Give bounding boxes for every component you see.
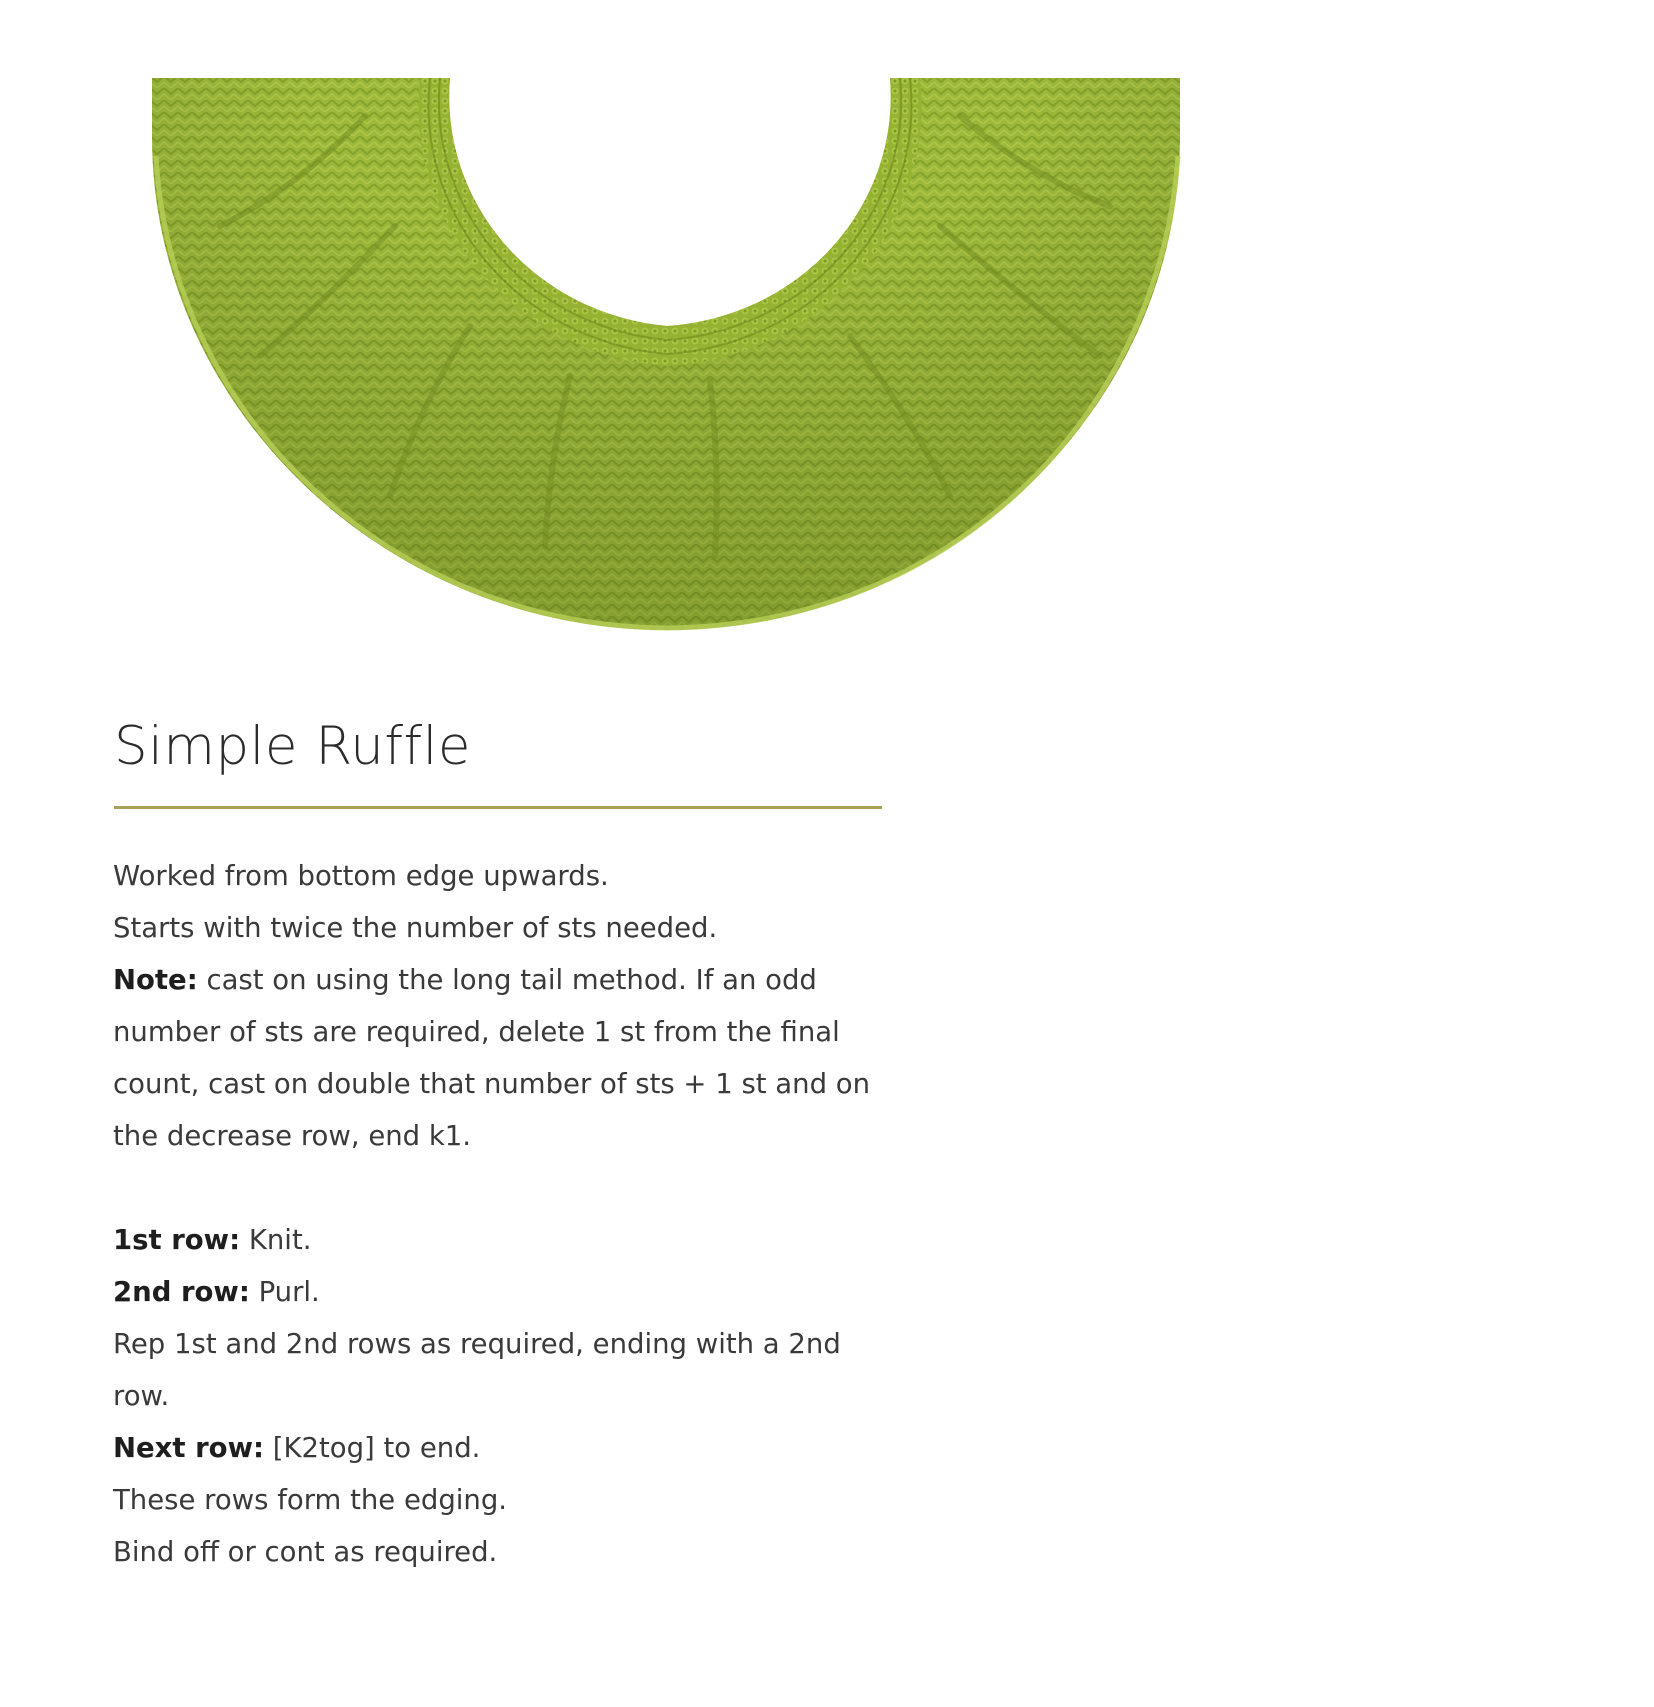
note-line: number of sts are required, delete 1 st from the final: [113, 1016, 840, 1048]
note-text: cast on using the long tail method. If an odd: [197, 964, 817, 996]
row-1-instruction: [113, 1214, 893, 1266]
spacer: [113, 1162, 893, 1214]
next-row-text: [K2tog] to end.: [263, 1432, 481, 1464]
note-line: count, cast on double that number of sts + 1 st and on: [113, 1068, 871, 1100]
row-1-text: Knit.: [240, 1224, 312, 1256]
intro-line: Starts with twice the number of sts needed.: [113, 912, 718, 944]
row-2-instruction: [113, 1266, 893, 1318]
ruffle-swatch-photo: [150, 76, 1184, 632]
ruffle-swatch-illustration: [150, 76, 1184, 632]
row-2-label: 2nd row:: [113, 1276, 250, 1308]
row-1-label: 1st row:: [113, 1224, 241, 1256]
intro-line: Worked from bottom edge upwards.: [113, 860, 609, 892]
page-title: Simple Ruffle: [114, 716, 472, 777]
form-instruction: These rows form the edging.: [113, 1484, 508, 1516]
note-label: Note:: [113, 964, 198, 996]
next-row-label: Next row:: [113, 1432, 264, 1464]
note-line: [113, 954, 893, 1006]
row-2-text: Purl.: [249, 1276, 320, 1308]
title-divider: [114, 806, 882, 809]
next-row-instruction: [113, 1422, 893, 1474]
repeat-instruction: Rep 1st and 2nd rows as required, ending with a 2nd row.: [113, 1328, 841, 1412]
bind-off-instruction: Bind off or cont as required.: [113, 1536, 498, 1568]
note-line: the decrease row, end k1.: [113, 1120, 472, 1152]
pattern-instructions: [113, 850, 893, 1578]
